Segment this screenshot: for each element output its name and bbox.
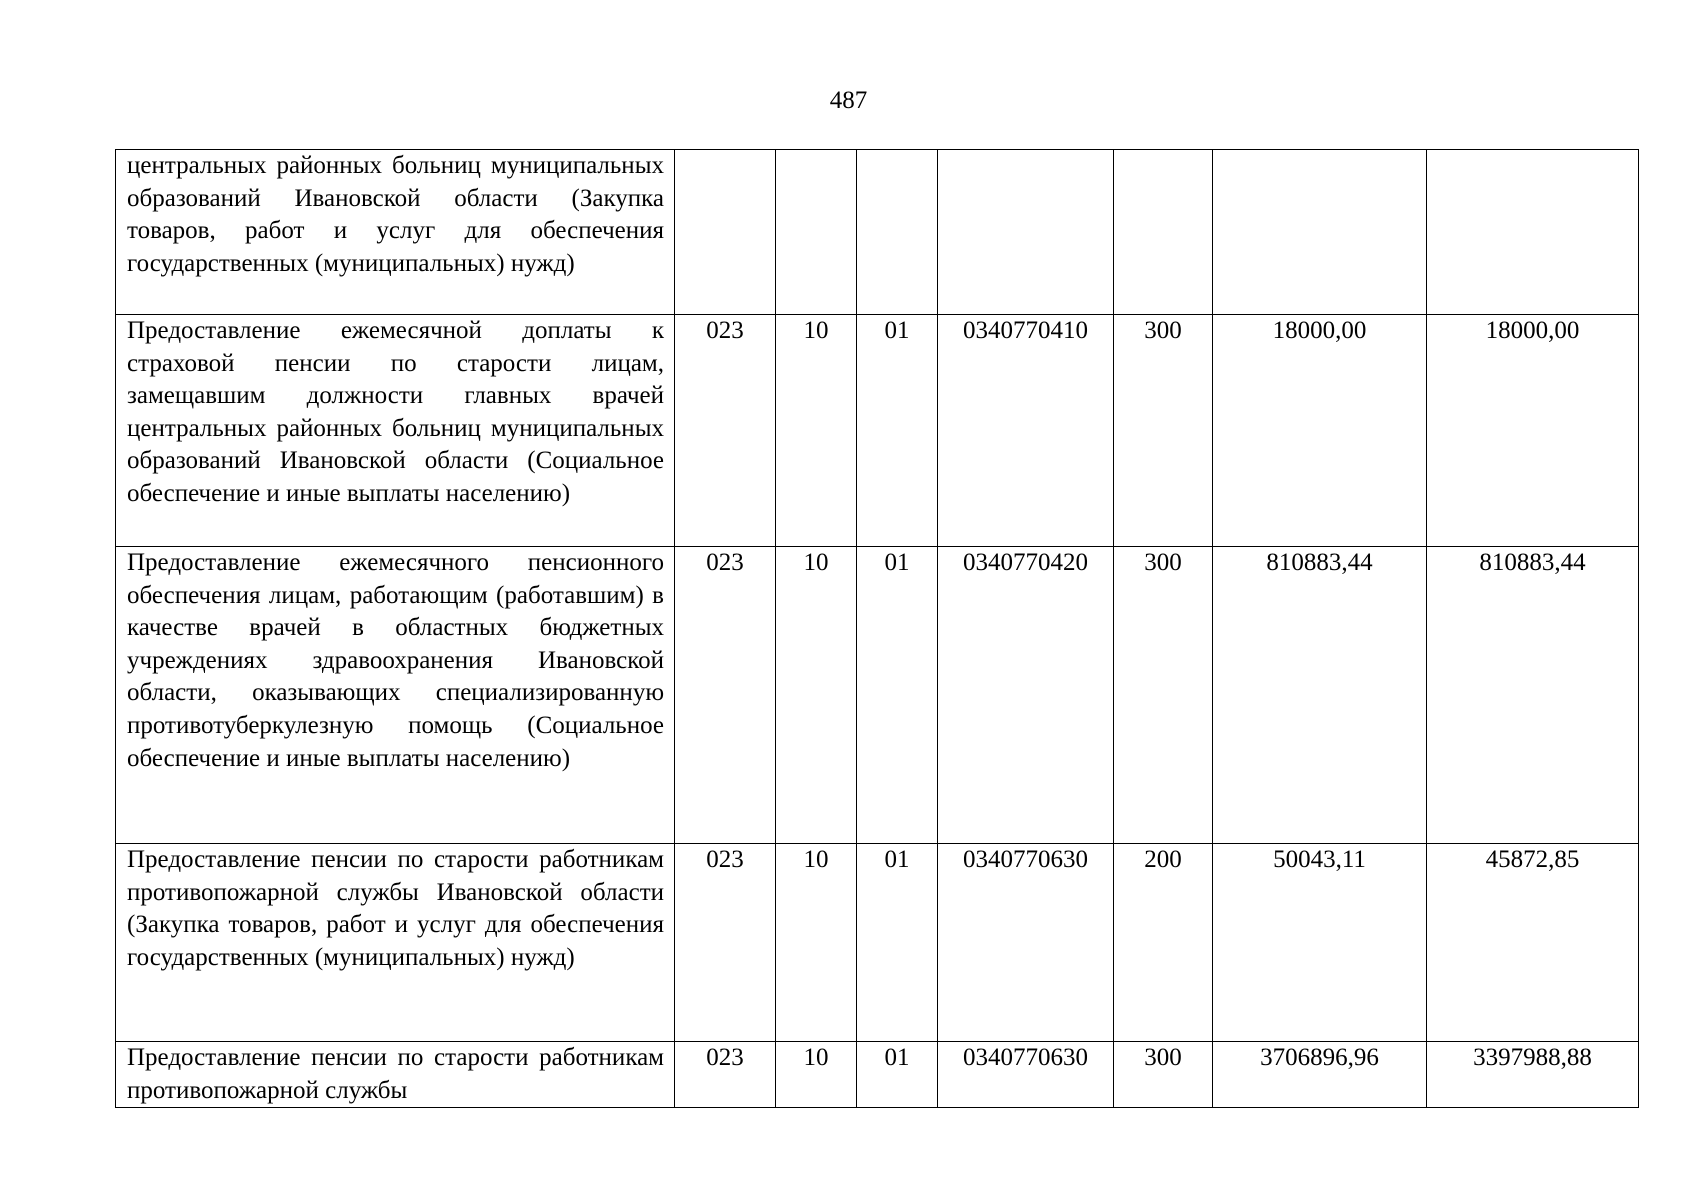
row-sum-1: 3706896,96 xyxy=(1213,1042,1427,1108)
row-sum-2: 810883,44 xyxy=(1427,547,1639,844)
row-sum-1: 18000,00 xyxy=(1213,315,1427,547)
row-description: Предоставление пенсии по старости работникам противопожарной службы Ивановской области (Закупка товаров, работ и услуг для обеспечения государственных (муниципальных) нужд) xyxy=(116,844,675,1042)
row-description: Предоставление пенсии по старости работникам противопожарной службы xyxy=(116,1042,675,1108)
row-description: Предоставление ежемесячной доплаты к страховой пенсии по старости лицам, замещавшим должности главных врачей центральных районных больниц муниципальных образований Ивановской области (Социальное обеспечение и иные выплаты населению) xyxy=(116,315,675,547)
row-description: центральных районных больниц муниципальных образований Ивановской области (Закупка товаров, работ и услуг для обеспечения государственных (муниципальных) нужд) xyxy=(116,150,675,315)
row-subsection xyxy=(857,150,938,315)
row-grbs: 023 xyxy=(675,315,776,547)
table-row xyxy=(116,315,1639,547)
row-description: Предоставление ежемесячного пенсионного обеспечения лицам, работающим (работавшим) в качестве врачей в областных бюджетных учреждениях здравоохранения Ивановской области, оказывающих специализированную противотуберкулезную помощь (Социальное обеспечение и иные выплаты населению) xyxy=(116,547,675,844)
row-subsection: 01 xyxy=(857,547,938,844)
row-section xyxy=(776,150,857,315)
row-expense-type: 300 xyxy=(1114,315,1213,547)
table-row xyxy=(116,1042,1639,1108)
row-target-code: 0340770630 xyxy=(938,1042,1114,1108)
row-expense-type: 300 xyxy=(1114,547,1213,844)
row-section: 10 xyxy=(776,1042,857,1108)
row-grbs: 023 xyxy=(675,1042,776,1108)
row-section: 10 xyxy=(776,844,857,1042)
row-sum-2: 3397988,88 xyxy=(1427,1042,1639,1108)
row-target-code xyxy=(938,150,1114,315)
row-grbs: 023 xyxy=(675,844,776,1042)
row-subsection: 01 xyxy=(857,1042,938,1108)
row-section: 10 xyxy=(776,547,857,844)
row-sum-2: 18000,00 xyxy=(1427,315,1639,547)
row-target-code: 0340770410 xyxy=(938,315,1114,547)
table-row xyxy=(116,150,1639,315)
row-subsection: 01 xyxy=(857,315,938,547)
row-sum-1: 810883,44 xyxy=(1213,547,1427,844)
row-sum-1 xyxy=(1213,150,1427,315)
page-number: 487 xyxy=(829,87,868,114)
row-sum-2: 45872,85 xyxy=(1427,844,1639,1042)
row-expense-type: 300 xyxy=(1114,1042,1213,1108)
row-expense-type: 200 xyxy=(1114,844,1213,1042)
table-row xyxy=(116,844,1639,1042)
row-subsection: 01 xyxy=(857,844,938,1042)
row-section: 10 xyxy=(776,315,857,547)
row-grbs xyxy=(675,150,776,315)
row-sum-1: 50043,11 xyxy=(1213,844,1427,1042)
row-grbs: 023 xyxy=(675,547,776,844)
row-target-code: 0340770630 xyxy=(938,844,1114,1042)
row-sum-2 xyxy=(1427,150,1639,315)
row-expense-type xyxy=(1114,150,1213,315)
budget-table xyxy=(115,149,1639,1108)
row-target-code: 0340770420 xyxy=(938,547,1114,844)
table-row xyxy=(116,547,1639,844)
